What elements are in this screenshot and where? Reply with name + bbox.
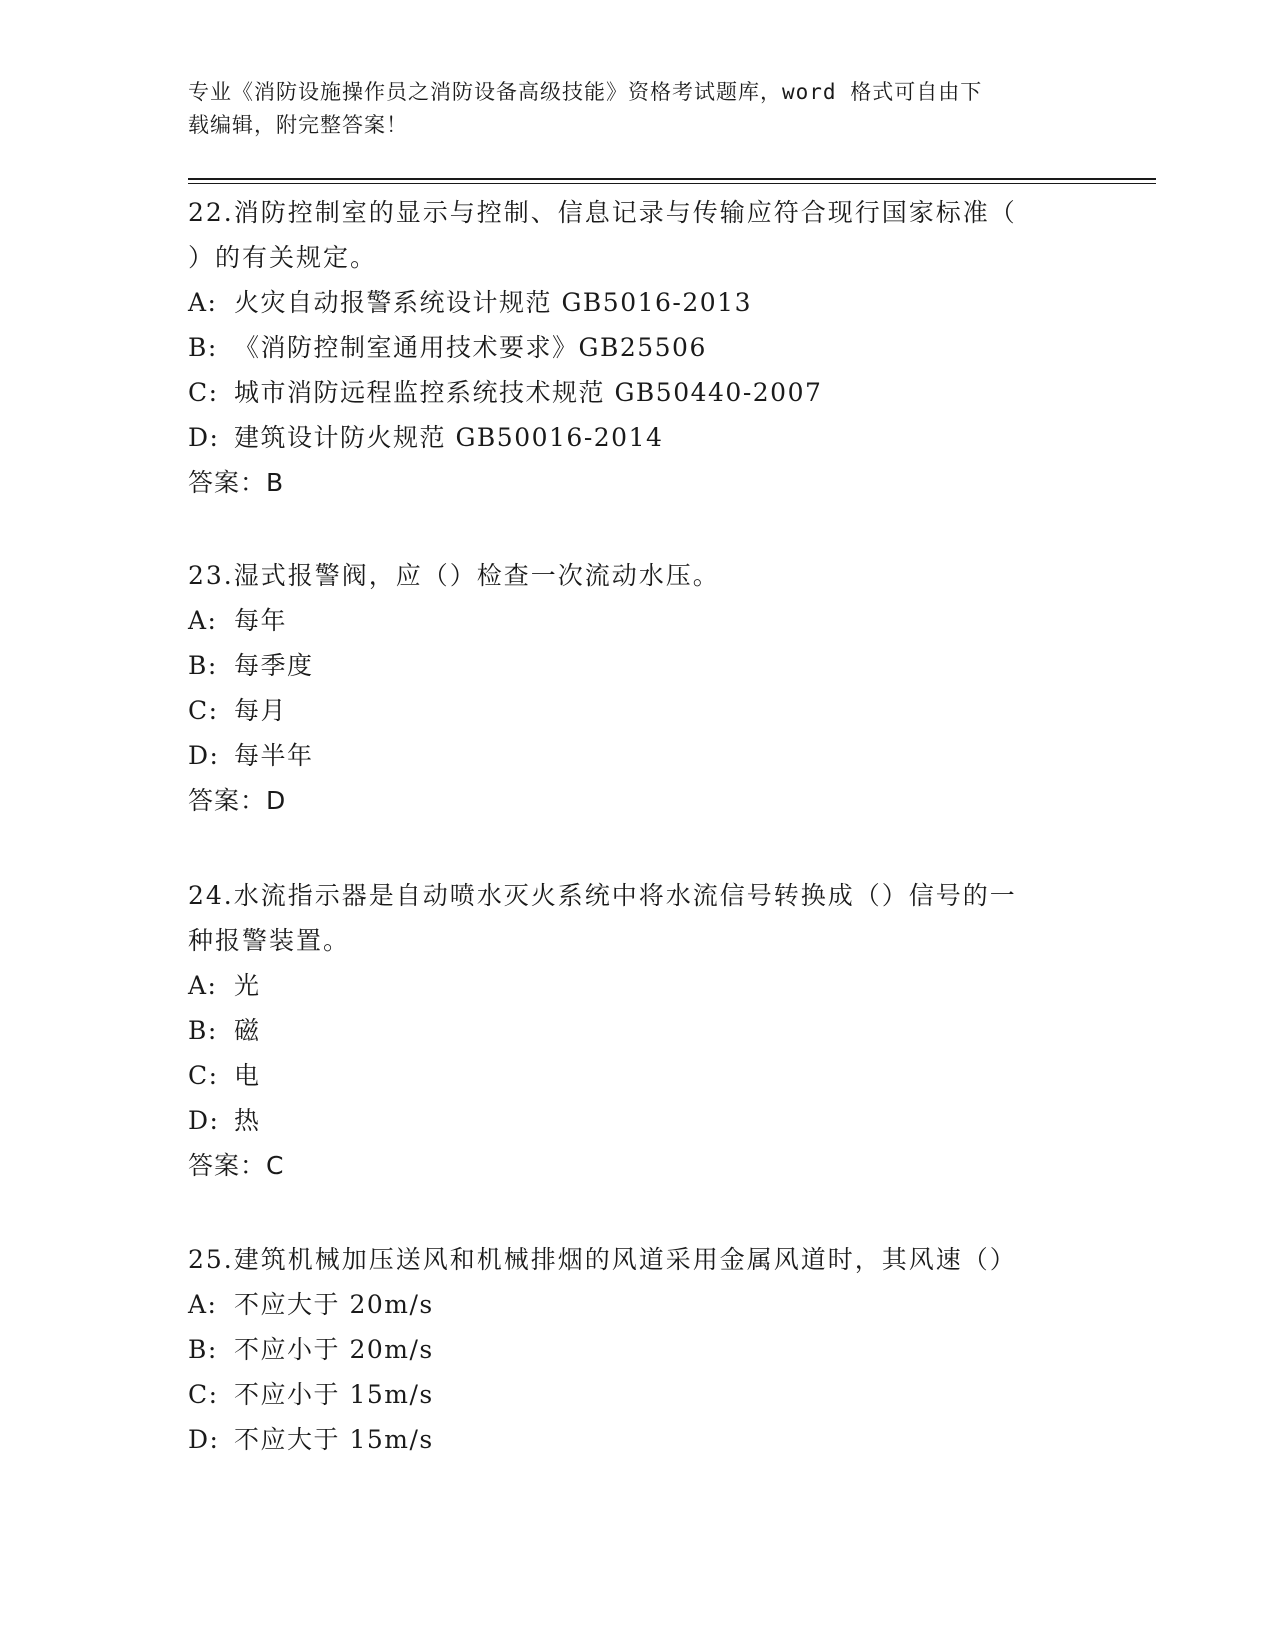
option-letter: D: — [188, 1106, 220, 1135]
option-letter: B: — [188, 1016, 218, 1045]
header-divider-thin — [188, 183, 1156, 184]
option-letter: A: — [188, 606, 218, 635]
option-letter: C: — [188, 378, 219, 407]
option-letter: C: — [188, 1380, 219, 1409]
question-stem-line: 种报警装置。 — [188, 926, 351, 955]
option-b — [188, 1008, 1088, 1053]
header-line-2: 载编辑，附完整答案！ — [188, 113, 408, 137]
question-23 — [188, 553, 1088, 824]
header-divider-thick — [188, 178, 1156, 180]
option-a — [188, 963, 1088, 1008]
question-22 — [188, 190, 1088, 506]
option-b — [188, 325, 1088, 370]
question-25 — [188, 1237, 1088, 1462]
option-letter: C: — [188, 1061, 219, 1090]
option-text: 不应小于 15m/s — [234, 1380, 434, 1409]
option-a — [188, 1282, 1088, 1327]
option-c — [188, 370, 1088, 415]
option-c — [188, 1053, 1088, 1098]
option-letter: B: — [188, 651, 218, 680]
option-a — [188, 598, 1088, 643]
header-line-1: 专业《消防设施操作员之消防设备高级技能》资格考试题库，word 格式可自由下 — [188, 80, 983, 104]
option-text: 建筑设计防火规范 GB50016-2014 — [234, 423, 664, 452]
option-text: 火灾自动报警系统设计规范 GB5016-2013 — [234, 288, 752, 317]
option-b — [188, 643, 1088, 688]
question-stem-line: 25.建筑机械加压送风和机械排烟的风道采用金属风道时，其风速（） — [188, 1245, 1017, 1274]
option-letter: D: — [188, 423, 220, 452]
option-text: 每年 — [234, 606, 288, 635]
option-letter: A: — [188, 1290, 218, 1319]
option-d — [188, 733, 1088, 778]
option-text: 热 — [234, 1106, 261, 1135]
question-24 — [188, 873, 1088, 1189]
option-letter: B: — [188, 333, 218, 362]
option-text: 不应大于 20m/s — [234, 1290, 434, 1319]
option-text: 城市消防远程监控系统技术规范 GB50440-2007 — [234, 378, 823, 407]
option-letter: D: — [188, 1425, 220, 1454]
option-b — [188, 1327, 1088, 1372]
option-a — [188, 280, 1088, 325]
answer-line: 答案：B — [188, 468, 285, 497]
option-text: 不应小于 20m/s — [234, 1335, 434, 1364]
option-text: 光 — [234, 971, 261, 1000]
option-c — [188, 1372, 1088, 1417]
option-text: 《消防控制室通用技术要求》GB25506 — [234, 333, 707, 362]
answer-line: 答案：D — [188, 786, 287, 815]
document-header — [188, 76, 1088, 142]
option-d — [188, 415, 1088, 460]
option-c — [188, 688, 1088, 733]
answer-line: 答案：C — [188, 1151, 285, 1180]
question-stem-line: 23.湿式报警阀，应（）检查一次流动水压。 — [188, 561, 720, 590]
option-letter: B: — [188, 1335, 218, 1364]
option-text: 不应大于 15m/s — [234, 1425, 434, 1454]
option-text: 每半年 — [234, 741, 314, 770]
question-stem-line: ）的有关规定。 — [188, 243, 378, 272]
option-text: 每季度 — [234, 651, 314, 680]
option-text: 每月 — [234, 696, 288, 725]
option-d — [188, 1417, 1088, 1462]
option-letter: A: — [188, 288, 218, 317]
option-letter: C: — [188, 696, 219, 725]
question-stem-line: 22.消防控制室的显示与控制、信息记录与传输应符合现行国家标准（ — [188, 198, 1017, 227]
option-d — [188, 1098, 1088, 1143]
option-text: 电 — [234, 1061, 261, 1090]
option-text: 磁 — [234, 1016, 261, 1045]
option-letter: A: — [188, 971, 218, 1000]
option-letter: D: — [188, 741, 220, 770]
question-stem-line: 24.水流指示器是自动喷水灭火系统中将水流信号转换成（）信号的一 — [188, 881, 1017, 910]
